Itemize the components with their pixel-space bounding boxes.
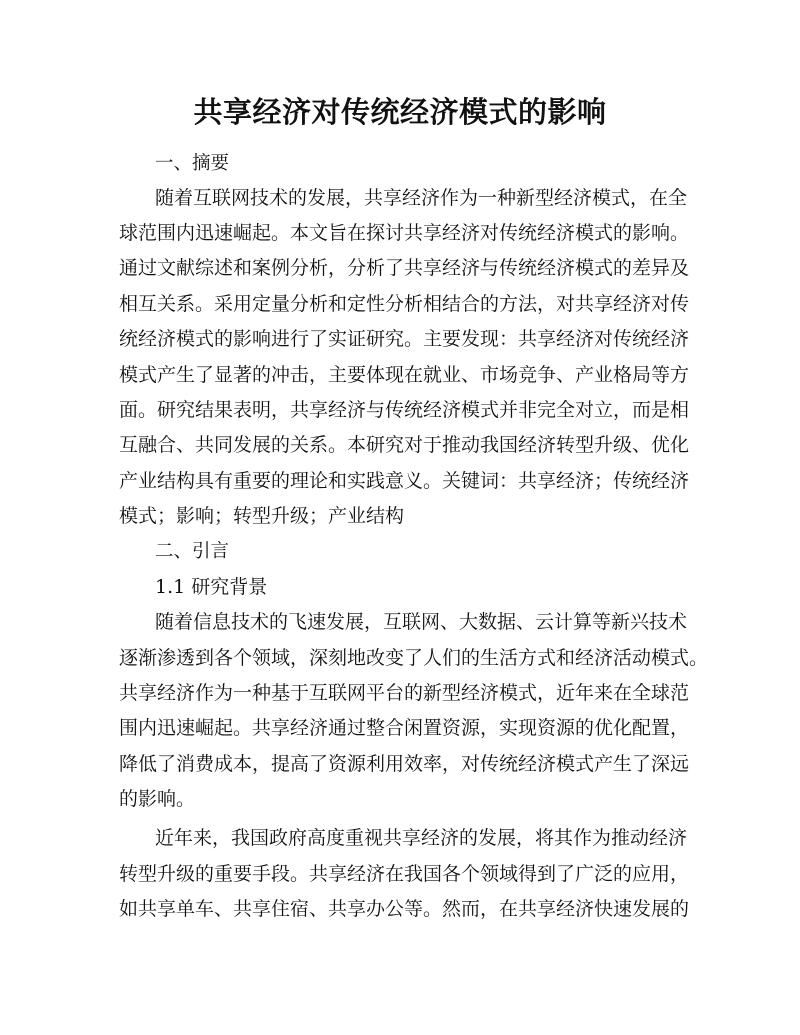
paragraph-line: 共享经济作为一种基于互联网平台的新型经济模式，近年来在全球范 [119, 682, 690, 704]
abstract-line: 互融合、共同发展的关系。本研究对于推动我国经济转型升级、优化 [119, 434, 690, 456]
paragraph-line: 围内迅速崛起。共享经济通过整合闲置资源，实现资源的优化配置， [119, 717, 690, 739]
subsection-heading: 1.1 研究背景 [155, 576, 268, 598]
intro-heading: 二、引言 [155, 541, 230, 562]
abstract-line: 模式产生了显著的冲击，主要体现在就业、市场竞争、产业格局等方 [119, 364, 690, 386]
abstract-line: 通过文献综述和案例分析，分析了共享经济与传统经济模式的差异及 [119, 257, 690, 279]
abstract-heading: 一、摘要 [155, 153, 230, 174]
abstract-line: 面。研究结果表明，共享经济与传统经济模式并非完全对立，而是相 [119, 399, 690, 421]
paragraph-line: 降低了消费成本，提高了资源利用效率，对传统经济模式产生了深远 [119, 753, 690, 775]
paragraph-line: 逐渐渗透到各个领域，深刻地改变了人们的生活方式和经济活动模式。 [119, 647, 709, 669]
abstract-line: 球范围内迅速崛起。本文旨在探讨共享经济对传统经济模式的影响。 [119, 222, 690, 244]
abstract-line: 模式；影响；转型升级；产业结构 [119, 505, 405, 527]
abstract-line: 随着互联网技术的发展，共享经济作为一种新型经济模式，在全 [155, 187, 688, 209]
document-title: 共享经济对传统经济模式的影响 [193, 95, 607, 129]
abstract-line: 相互关系。采用定量分析和定性分析相结合的方法，对共享经济对传 [119, 293, 690, 315]
paragraph-line: 随着信息技术的飞速发展，互联网、大数据、云计算等新兴技术 [155, 611, 688, 633]
abstract-line: 统经济模式的影响进行了实证研究。主要发现：共享经济对传统经济 [119, 328, 690, 350]
abstract-line: 产业结构具有重要的理论和实践意义。关键词：共享经济；传统经济 [119, 470, 690, 492]
paragraph-line: 转型升级的重要手段。共享经济在我国各个领域得到了广泛的应用， [119, 863, 690, 885]
paragraph-line: 如共享单车、共享住宿、共享办公等。然而，在共享经济快速发展的 [119, 898, 690, 920]
paragraph-line: 的影响。 [119, 788, 196, 810]
paragraph-line: 近年来，我国政府高度重视共享经济的发展，将其作为推动经济 [155, 827, 688, 849]
